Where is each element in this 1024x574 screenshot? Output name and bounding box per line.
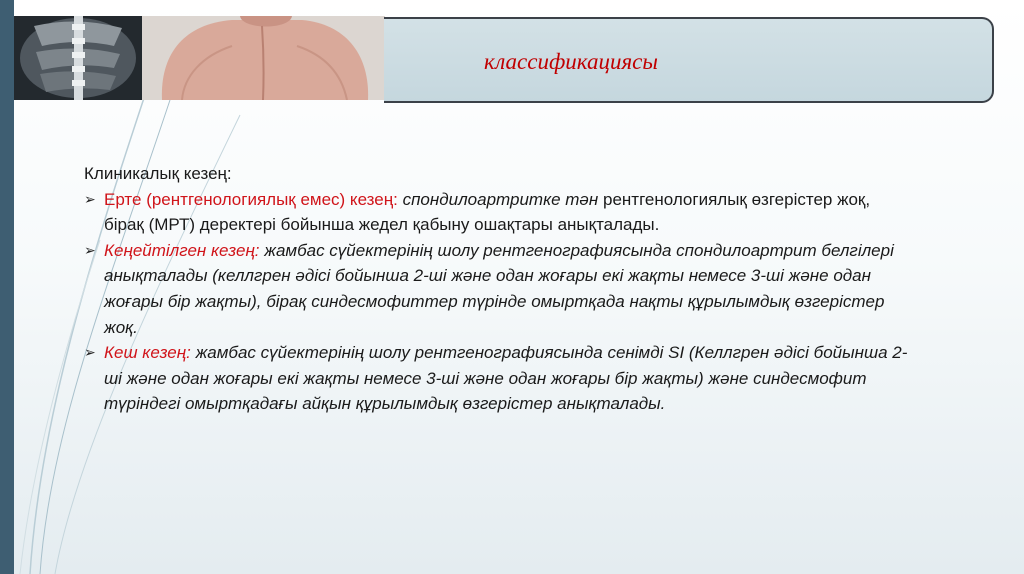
list-item (84, 238, 914, 340)
title-banner (384, 17, 994, 103)
list-item (84, 187, 914, 238)
section-heading: Клиникалық кезең: (84, 164, 232, 183)
list-item-term: Кеш кезең: (104, 343, 191, 363)
list-item (84, 340, 914, 417)
list-item-body: жамбас сүйектерінің шолу рентгенографиясында сенімді SI (Келлгрен әдісі бойынша 2-ші және одан жоғары екі жақты немесе 3-ші және одан жоғары бір жақты) және синдесмофит түріндегі омыртқадағы айқын құрылымдық өзгерістер анықталады. (104, 343, 908, 414)
patient-back-photo (142, 16, 385, 100)
arrow-bullet-icon: ➢ (84, 190, 96, 207)
arrow-bullet-icon: ➢ (84, 241, 96, 258)
slide-content (84, 161, 914, 417)
list-item-body: жамбас сүйектерінің шолу рентгенографиясында спондилоартрит белгілері анықталады (келлгрен әдісі бойынша 2-ші және одан жоғары екі жақты немесе 3-ші және одан жоғары бір жақты), бірақ синдесмофиттер түрінде омыртқада нақты құрылымдық өзгерістер жоқ. (104, 240, 894, 337)
spine-xray-image (14, 16, 142, 100)
arrow-bullet-icon: ➢ (84, 344, 96, 361)
list-item-term: Ерте (рентгенологиялық емес) кезең: (104, 189, 398, 209)
left-accent-strip (0, 0, 14, 574)
list-item-body: рентгенологиялық өзгерістер жоқ, бірақ (МРТ) деректері бойынша жедел қабыну ошақтары анықталады. (104, 189, 871, 235)
list-item-term: Кеңейтілген кезең: (104, 240, 260, 260)
slide-title: классификациясы (484, 49, 658, 74)
list-item-body: спондилоартритке тән (402, 189, 599, 209)
